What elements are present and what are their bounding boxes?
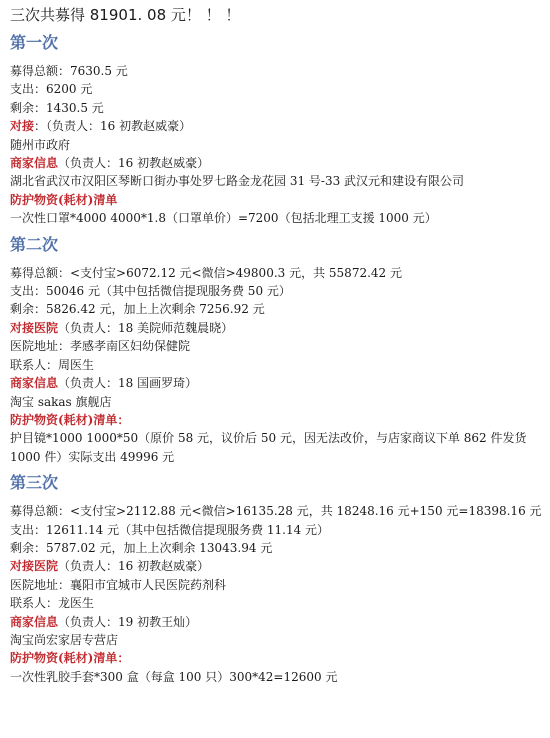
contact-line xyxy=(10,557,542,575)
supplies-label: 防护物资(耗材)清单： xyxy=(10,412,130,427)
expense: 支出：12611.14 元（其中包括微信提现服务费 11.14 元） xyxy=(10,522,330,537)
contact-label: 对接 xyxy=(10,119,35,134)
hospital-contact: 联系人：龙医生 xyxy=(10,596,95,611)
supplies-detail: 护目镜*1000 1000*50（原价 58 元，议价后 50 元，因无法改价，与店家商议下单 862 件发货 1000 件）实际支出 49996 元 xyxy=(10,431,527,464)
remaining: 剩余：5826.42 元，加上上次剩余 7256.92 元 xyxy=(10,302,265,317)
supplies-label: 防护物资(耗材)清单： xyxy=(10,651,130,666)
merchant-person: （负责人：16 初教赵威豪） xyxy=(58,156,210,171)
contact-person: （负责人：18 美院师范魏晨晓） xyxy=(58,320,234,335)
supplies-label: 防护物资(耗材)清单 xyxy=(10,192,118,207)
contact-label: 对接医院 xyxy=(10,320,59,335)
remaining: 剩余：5787.02 元，加上上次剩余 13043.94 元 xyxy=(10,540,273,555)
supplies-detail: 一次性口罩*4000 4000*1.8（口罩单价）=7200（包括北理工支援 1000 元） xyxy=(10,211,437,226)
raised-total: 募得总额：7630.5 元 xyxy=(10,64,128,78)
expense: 支出：50046 元（其中包括微信提现服务费 50 元） xyxy=(10,284,291,299)
section-title: 第二次 xyxy=(10,234,59,254)
supplies-line xyxy=(10,649,542,667)
raised-total: 募得总额：<支付宝>6072.12 元<微信>49800.3 元，共 55872.42 元 xyxy=(10,265,402,280)
merchant-person: （负责人：18 国画罗琦） xyxy=(58,376,198,391)
hospital-contact: 联系人：周医生 xyxy=(10,357,95,372)
section-second xyxy=(10,234,542,466)
contact-person: ：（负责人：16 初教赵威豪） xyxy=(34,119,192,134)
merchant-label: 商家信息 xyxy=(10,614,59,629)
supplies-line xyxy=(10,411,542,429)
total-raised-line: 三次共募得 81901. 08 元！ ！ ！ xyxy=(10,6,241,24)
merchant-label: 商家信息 xyxy=(10,156,59,171)
merchant-detail: 淘宝 sakas 旗舰店 xyxy=(10,394,112,409)
hospital-address: 医院地址：襄阳市宜城市人民医院药剂科 xyxy=(10,577,227,592)
section-first xyxy=(10,32,542,228)
contact-line xyxy=(10,319,542,337)
remaining: 剩余：1430.5 元 xyxy=(10,100,104,115)
merchant-line xyxy=(10,613,542,631)
section-title: 第一次 xyxy=(10,33,59,52)
supplies-line xyxy=(10,191,542,209)
supplies-detail: 一次性乳胶手套*300 盒（每盒 100 只）300*42=12600 元 xyxy=(10,669,338,684)
merchant-label: 商家信息 xyxy=(10,376,59,391)
raised-total: 募得总额：<支付宝>2112.88 元<微信>16135.28 元，共 18248.16 元+150 元=18398.16 元 xyxy=(10,504,542,519)
section-title: 第三次 xyxy=(10,473,59,493)
merchant-detail: 淘宝尚宏家居专营店 xyxy=(10,632,119,647)
expense: 支出：6200 元 xyxy=(10,82,93,97)
hospital-address: 医院地址：孝感孝南区妇幼保健院 xyxy=(10,339,191,354)
merchant-line xyxy=(10,374,542,392)
section-third xyxy=(10,472,542,686)
merchant-detail: 湖北省武汉市汉阳区琴断口街办事处罗七路金龙花园 31 号-33 武汉元和建设有限公司 xyxy=(10,174,465,189)
contact-label: 对接医院 xyxy=(10,559,59,574)
merchant-line xyxy=(10,154,542,172)
contact-person: （负责人：16 初教赵威豪） xyxy=(58,559,210,574)
merchant-person: （负责人：19 初教王灿） xyxy=(58,614,198,629)
contact-detail: 随州市政府 xyxy=(10,137,71,152)
contact-line xyxy=(10,117,542,135)
